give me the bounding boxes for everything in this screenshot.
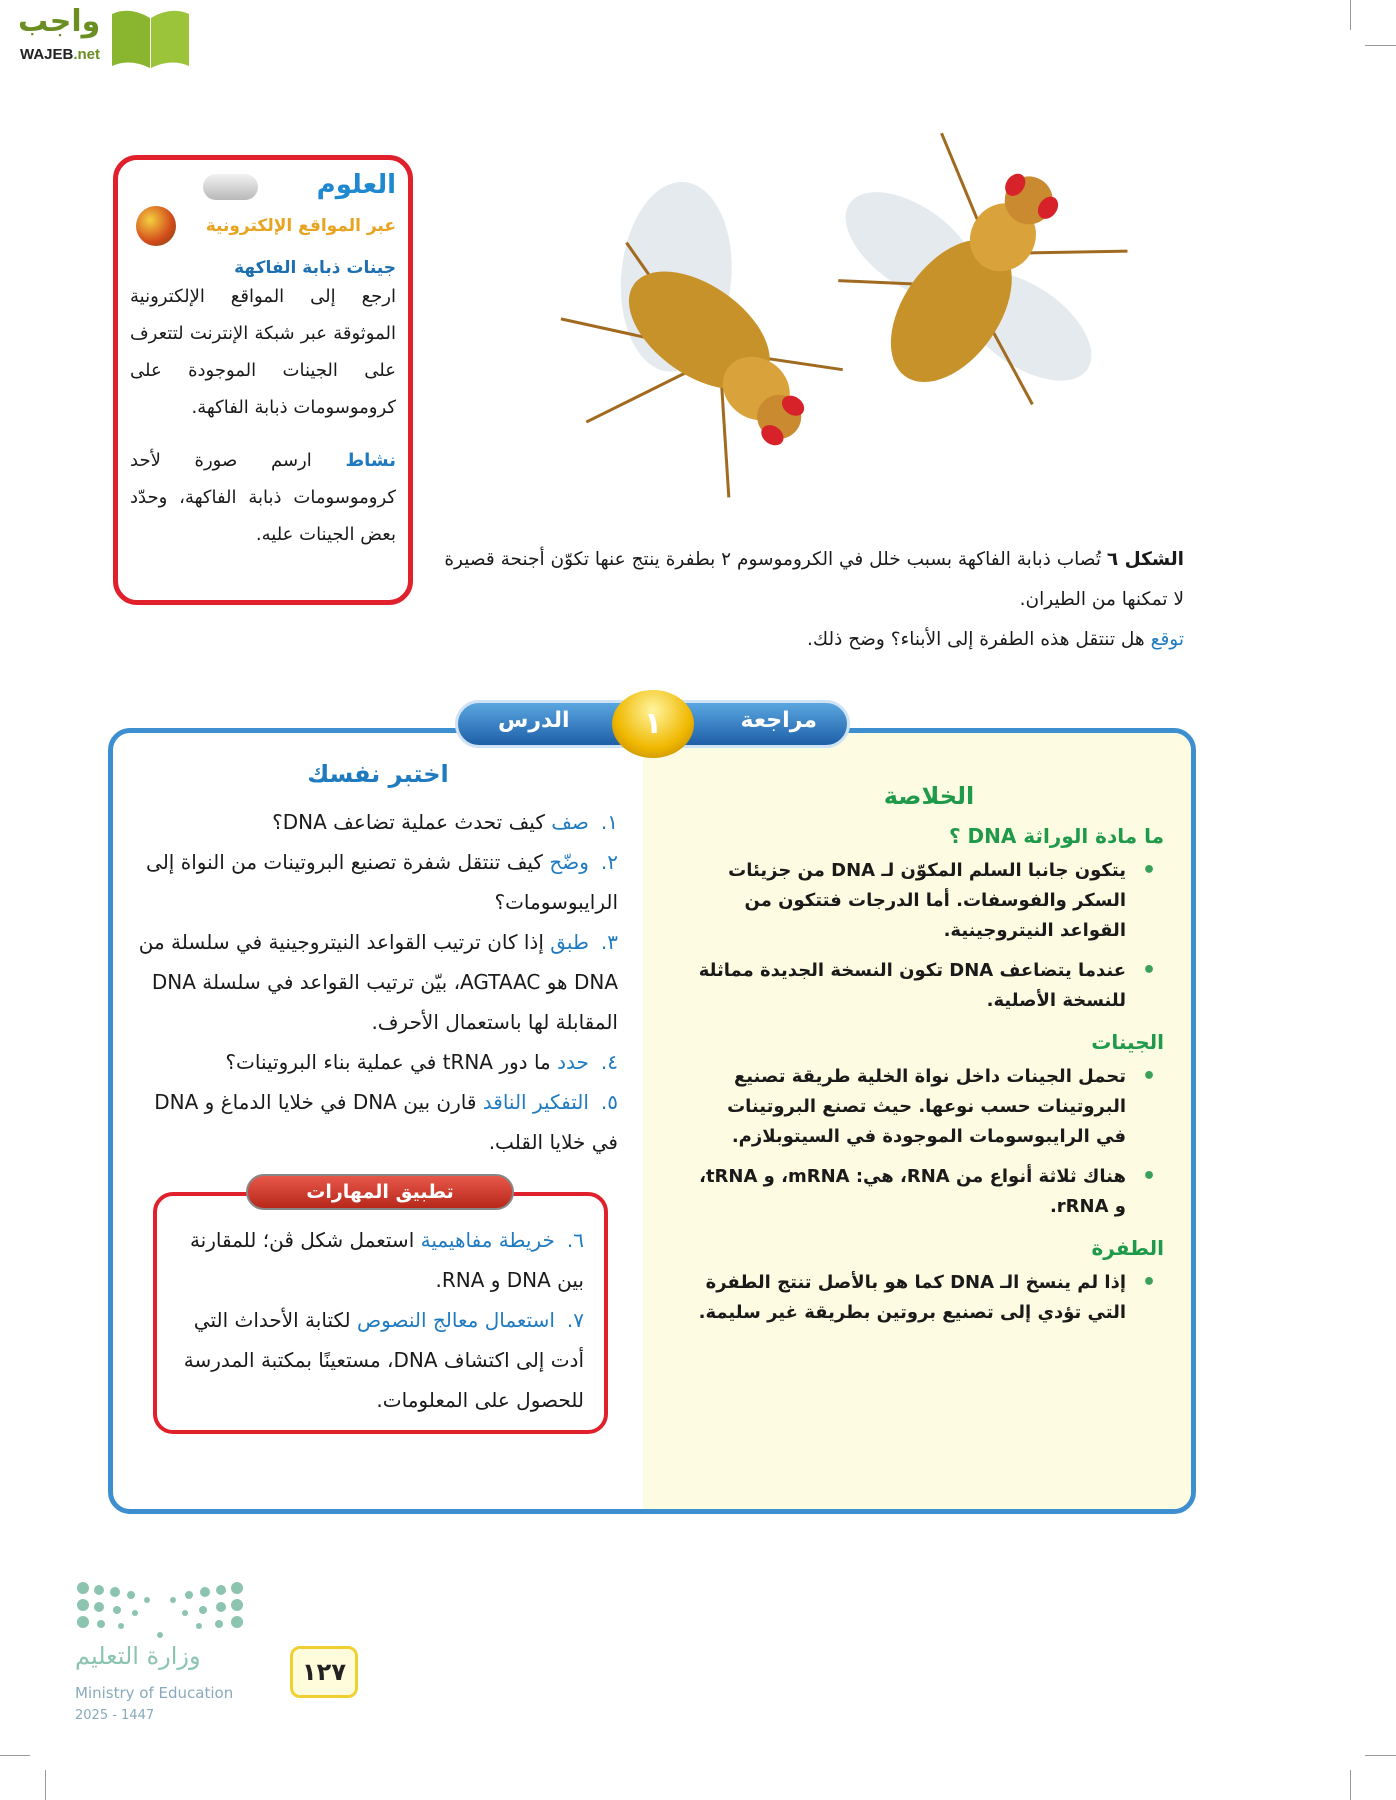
box-heading: جينات ذبابة الفاكهة <box>234 258 396 278</box>
crop-mark <box>1365 45 1396 46</box>
crop-mark <box>1350 0 1351 30</box>
ministry-name-en: Ministry of Education <box>75 1684 234 1702</box>
summary-heading-genes: الجينات <box>1091 1030 1164 1054</box>
apply-skills-box <box>153 1181 608 1434</box>
mouse-icon <box>203 174 258 200</box>
question-5: ٥.التفكير الناقد قارن بين DNA في خلايا الدماغ و DNA في خلايا القلب. <box>154 1090 618 1154</box>
review-label: مراجعة <box>740 708 817 733</box>
box-title: العلوم <box>316 170 396 200</box>
figure-caption-text: تُصاب ذبابة الفاكهة بسبب خلل في الكروموسوم ٢ بطفرة ينتج عنها تكوّن أجنحة قصيرة لا تمكنها من الطيران. <box>444 549 1184 610</box>
summary-bullet: • هناك ثلاثة أنواع من RNA، هي: mRNA، و tRNA، و rRNA. <box>694 1162 1156 1222</box>
crop-mark <box>0 1755 30 1756</box>
summary-bullet: • عندما يتضاعف DNA تكون النسخة الجديدة مماثلة للنسخة الأصلية. <box>694 956 1156 1016</box>
globe-icon <box>136 206 176 246</box>
question-6: ٦.خريطة مفاهيمية استعمل شكل ڤن؛ للمقارنة بين DNA و RNA. <box>189 1228 584 1292</box>
crop-mark <box>1350 1770 1351 1800</box>
question-3: ٣.طبق إذا كان ترتيب القواعد النيتروجينية في سلسلة من DNA هو AGTAAC، بيّن ترتيب القواعد في سلسلة DNA المقابلة لها باستعمال الأحرف. <box>138 930 618 1034</box>
figure-caption <box>444 540 1184 660</box>
summary-list <box>694 856 1156 1016</box>
activity-label: نشاط <box>345 450 396 471</box>
fly-left <box>540 132 895 510</box>
logo-arabic: واجب <box>18 4 101 39</box>
figure-label: الشكل ٦ <box>1106 549 1184 570</box>
question-2: ٢.وضّح كيف تنتقل شفرة تصنيع البروتينات من النواة إلى الرايبوسومات؟ <box>146 850 618 914</box>
question-1: ١.صف كيف تحدث عملية تضاعف DNA؟ <box>272 810 618 834</box>
summary-title: الخلاصة <box>883 782 975 810</box>
box-body: ارجع إلى المواقع الإلكترونية الموثوقة عبر شبكة الإنترنت لتتعرف على الجينات الموجودة على كروموسومات ذبابة الفاكهة. <box>130 286 396 418</box>
question-4: ٤.حدد ما دور tRNA في عملية بناء البروتينات؟ <box>225 1050 618 1074</box>
fruit-flies-image <box>540 100 1180 510</box>
box-subtitle: عبر المواقع الإلكترونية <box>205 216 396 236</box>
ministry-logo <box>75 1580 375 1730</box>
crop-mark <box>45 1770 46 1800</box>
ministry-name-ar: وزارة التعليم <box>75 1642 201 1670</box>
predict-text: هل تنتقل هذه الطفرة إلى الأبناء؟ وضح ذلك. <box>807 629 1145 650</box>
ministry-dots-icon <box>75 1580 245 1640</box>
predict-label: توقع <box>1150 629 1184 650</box>
summary-bullet: • إذا لم ينسخ الـ DNA كما هو بالأصل تنتج الطفرة التي تؤدي إلى تصنيع بروتين بطريقة غير سليمة. <box>694 1268 1156 1328</box>
summary-bullet: • تحمل الجينات داخل نواة الخلية طريقة تصنيع البروتينات حسب نوعها. حيث تصنع البروتينات في الرايبوسومات الموجودة في السيتوبلازم. <box>694 1062 1156 1152</box>
summary-bullet: • يتكون جانبا السلم المكوّن لـ DNA من جزيئات السكر والفوسفات. أما الدرجات فتتكون من القواعد النيتروجينية. <box>694 856 1156 946</box>
lesson-number-badge: ١ <box>612 690 694 758</box>
science-online-box <box>113 155 413 605</box>
page-number: ١٢٧ <box>290 1646 358 1698</box>
logo-latin: WAJEB.net <box>20 46 101 63</box>
crop-mark <box>1365 1755 1396 1756</box>
summary <box>694 782 1164 1338</box>
summary-heading-dna: ما مادة الوراثة DNA ؟ <box>948 824 1164 848</box>
year: 2025 - 1447 <box>75 1708 155 1723</box>
test-yourself-title: اختبر نفسك <box>307 760 449 788</box>
test-yourself <box>138 760 618 1434</box>
apply-skills-title: تطبيق المهارات <box>246 1174 514 1210</box>
summary-heading-mutation: الطفرة <box>1091 1236 1164 1260</box>
activity <box>130 442 396 553</box>
activity-text: ارسم صورة لأحد كروموسومات ذبابة الفاكهة، وحدّد بعض الجينات عليه. <box>130 450 396 545</box>
wajeb-logo[interactable] <box>8 4 193 72</box>
lesson-label: الدرس <box>498 708 570 733</box>
box-header <box>118 160 408 252</box>
summary-list <box>694 1062 1156 1222</box>
question-7: ٧.استعمال معالج النصوص لكتابة الأحداث التي أدت إلى اكتشاف DNA، مستعينًا بمكتبة المدرسة للحصول على المعلومات. <box>183 1308 584 1412</box>
fly-right <box>787 100 1162 460</box>
summary-list <box>694 1268 1156 1328</box>
book-icon <box>108 6 193 68</box>
